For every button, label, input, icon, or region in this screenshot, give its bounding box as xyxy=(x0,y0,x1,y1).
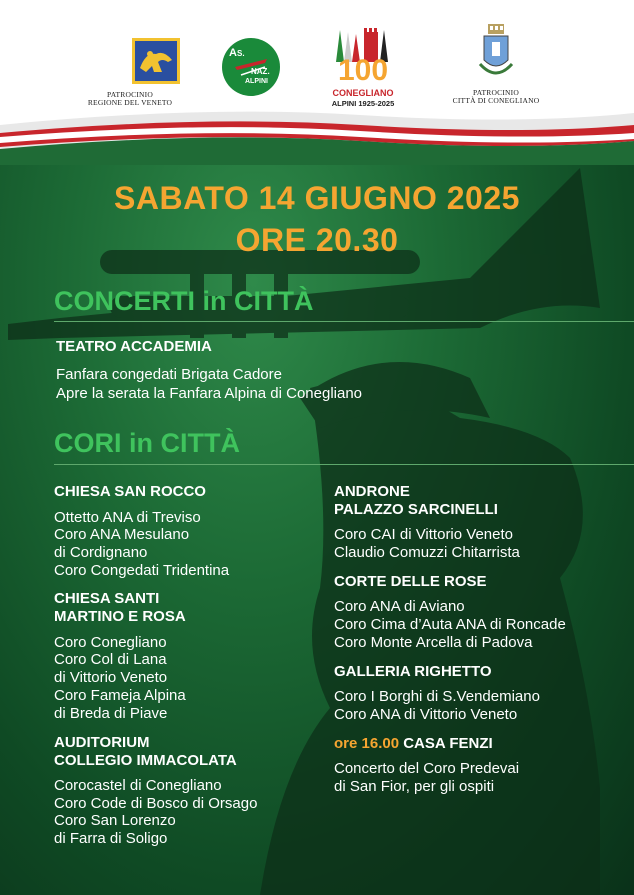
performer: di Vittorio Veneto xyxy=(54,669,168,686)
venue-corte-rose: CORTE DELLE ROSE xyxy=(334,573,487,590)
fenzi-heading xyxy=(334,735,493,752)
performer: Coro Col di Lana xyxy=(54,651,167,668)
performer: Coro Conegliano xyxy=(54,634,167,651)
performer: Coro Monte Arcella di Padova xyxy=(334,634,533,651)
centenary-number: 100 xyxy=(337,54,389,87)
performer: Coro Congedati Tridentina xyxy=(54,562,230,579)
venue-auditorium: AUDITORIUM xyxy=(54,734,150,751)
performer: Coro ANA di Vittorio Veneto xyxy=(334,706,518,723)
performer: Coro San Lorenzo xyxy=(54,812,176,829)
performer: Coro ANA di Aviano xyxy=(334,598,465,615)
comune-caption-2: CITTÀ DI CONEGLIANO xyxy=(452,96,540,105)
venue-galleria: GALLERIA RIGHETTO xyxy=(334,663,492,680)
fenzi-venue: CASA FENZI xyxy=(403,735,493,752)
venue-auditorium-2: COLLEGIO IMMACOLATA xyxy=(54,752,237,769)
performer: Coro Code di Bosco di Orsago xyxy=(54,795,258,812)
venue-santi-martino: CHIESA SANTI xyxy=(54,590,160,607)
venue-androne-2: PALAZZO SARCINELLI xyxy=(334,501,498,518)
lion-of-st-mark-icon xyxy=(132,38,180,84)
regione-veneto-logo xyxy=(80,38,180,108)
ana-logo-text-a: A xyxy=(229,47,237,59)
performer: Coro I Borghi di S.Vendemiano xyxy=(334,688,540,705)
performer: di Farra di Soligo xyxy=(54,830,168,847)
event-time: ORE 20.30 xyxy=(235,222,399,258)
cori-divider xyxy=(54,464,634,465)
ana-logo-text-s: S. xyxy=(237,49,245,58)
ana-logo-text-alpini: ALPINI xyxy=(245,78,268,85)
performer: Coro Fameja Alpina xyxy=(54,687,186,704)
cori-title: CORI in CITTÀ xyxy=(54,428,240,458)
concerti-line-1: Fanfara congedati Brigata Cadore xyxy=(56,366,282,383)
ana-logo xyxy=(221,37,281,97)
performer: Corocastel di Conegliano xyxy=(54,777,222,794)
performer: di Breda di Piave xyxy=(54,705,168,722)
venue-androne: ANDRONE xyxy=(334,483,410,500)
regione-caption-2: REGIONE DEL VENETO xyxy=(87,98,173,107)
performer: di Cordignano xyxy=(54,544,148,561)
performer: Ottetto ANA di Treviso xyxy=(54,509,201,526)
performer: Coro ANA Mesulano xyxy=(54,526,190,543)
concerti-title: CONCERTI in CITTÀ xyxy=(54,286,314,316)
concerti-line-2: Apre la serata la Fanfara Alpina di Conegliano xyxy=(56,385,363,402)
city-crest-icon xyxy=(474,24,518,84)
venue-san-rocco: CHIESA SAN ROCCO xyxy=(54,483,206,500)
event-date: SABATO 14 GIUGNO 2025 xyxy=(114,180,520,216)
centenary-logo xyxy=(326,24,400,114)
performer: di San Fior, per gli ospiti xyxy=(334,778,495,795)
venue-santi-martino-2: MARTINO E ROSA xyxy=(54,608,186,625)
comune-caption-1: PATROCINIO xyxy=(473,87,519,97)
performer: Concerto del Coro Predevai xyxy=(334,760,520,777)
centenary-city: CONEGLIANO xyxy=(332,88,394,98)
performer: Coro CAI di Vittorio Veneto xyxy=(334,526,513,543)
comune-conegliano-logo xyxy=(446,24,546,106)
centenary-sub: ALPINI 1925-2025 xyxy=(331,99,395,108)
ana-logo-text-naz: NAZ. xyxy=(251,67,270,76)
concerti-venue: TEATRO ACCADEMIA xyxy=(56,338,212,355)
performer: Coro Cima d’Auta ANA di Roncade xyxy=(334,616,566,633)
fenzi-time: ore 16.00 xyxy=(334,735,400,752)
regione-caption-1: PATROCINIO xyxy=(107,89,153,99)
performer: Claudio Comuzzi Chitarrista xyxy=(334,544,520,561)
concerti-divider xyxy=(54,321,634,322)
